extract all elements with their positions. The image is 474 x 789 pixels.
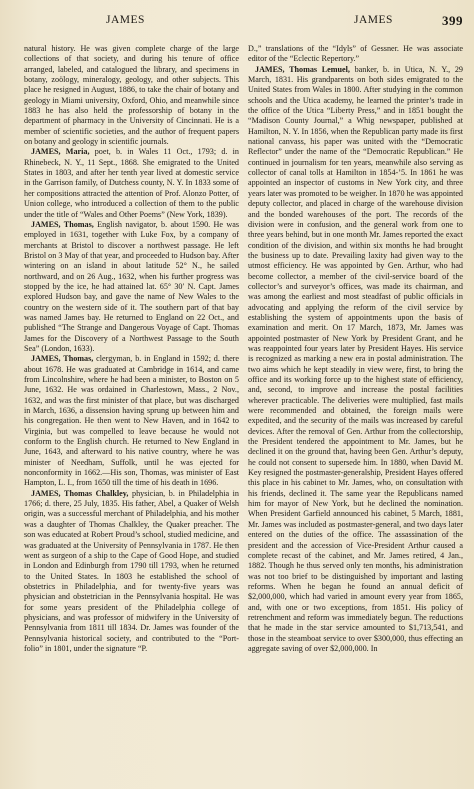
entry-thomas-chalkley-james	[24, 489, 239, 655]
running-head-right: JAMES	[354, 14, 393, 26]
right-column	[248, 44, 463, 654]
entry-name: JAMES, Thomas,	[31, 354, 94, 364]
entry-thomas-lemuel-james	[248, 65, 463, 655]
continued-paragraph	[248, 44, 463, 65]
entry-maria-james	[24, 147, 239, 219]
text-columns	[24, 44, 465, 654]
entry-name: JAMES, Thomas Lemuel,	[255, 64, 350, 74]
entry-name: JAMES, Thomas,	[31, 219, 94, 229]
left-column	[24, 44, 239, 654]
continued-paragraph	[24, 44, 239, 147]
paragraph-text: natural history. He was given complete charge of the large collections of that society, and during his tenure of office arranged, labeled, and catalogued the library, and specimens in botany, zoölogy, mineralogy, geology, and other subjects. This place he resigned in August, 1886, to take the chair of botany and geology in Miami university, Oxford, Ohio, and meanwhile since 1883 he has also held the professorship of botany in the department of pharmacy in the University of Cincinnati. He is a member of scientific societies, and the author of frequent papers on botany and geology in scientific journals.	[24, 44, 239, 147]
page-number: 399	[442, 13, 463, 28]
entry-text: physician, b. in Philadelphia in 1766; d. there, 25 July, 1835. His father, Abel, a Quaker of Welsh origin, was a successful merchant of Philadelphia, and his mother was a daughter of Thomas Chalkley, the Quaker preacher. The son was educated at Robert Proud’s school, studied medicine, and was graduated at the University of Pennsylvania in 1787. He then went as surgeon of a ship to the Cape of Good Hope, and studied in London and Edinburgh from 1790 till 1793, when he returned to the United States. In 1803 he established the school of obstetrics in Philadelphia, and for twenty-five years was physician and obstetrician in the Pennsylvania hospital. He was for some years president of the Philadelphia college of physicians, and was professor of midwifery in the University of Pennsylvania from 1811 till 1834. Dr. James was founder of the Pennsylvania historical society, and contributed to the “Port-folio” in 1801, under the signature “P.	[24, 488, 239, 653]
entry-thomas-james-clergyman	[24, 354, 239, 488]
entry-name: JAMES, Thomas Chalkley,	[31, 488, 129, 498]
entry-text: poet, b. in Wales 11 Oct., 1793; d. in Rhinebeck, N. Y., 11 Sept., 1868. She emigrated to the United States in 1803, and after her tenth year lived at domestic service in the Garrison family, of Dutchess county, N. Y. In 1833 some of her compositions attracted the attention of Prof. Alonzo Potter, of Union college, who introduced a collection of them to the public under the title of “Wales and Other Poems” (New York, 1839).	[24, 147, 239, 219]
entry-thomas-james-navigator	[24, 220, 239, 354]
entry-text: clergyman, b. in England in 1592; d. there about 1678. He was graduated at Cambridge in 1614, and came from Lincolnshire, where he had been a minister, to Boston on 5 June, 1632. He was ordained in Charlestown, Mass., 2 Nov., 1632, and was the first minister of that place, but was discharged in March, 1636, a dissension having sprung up between him and his congregation. He then went to New Haven, and in 1642 to Virginia, but was compelled to leave because he would not conform to the English church. He returned to New England in June, 1643, and afterward to his native country, where he was minister of Needham, Suffolk, until he was ejected for nonconformity in 1662.—His son, Thomas, was minister of East Hampton, L. I., from 1650 till the time of his death in 1696.	[24, 354, 239, 488]
entry-text: banker, b. in Utica, N. Y., 29 March, 1831. His grandparents on both sides emigrated to the United States from Wales in 1800. After studying in the common schools and the Utica academy, he learned the printer’s trade in the office of the Utica “Liberty Press,” and in 1851 bought the “Madison County Journal,” a Whig newspaper, published at Hamilton, N. Y. In 1856, when the Republican party made its first national canvass, his paper was united with the “Democratic Reflector” under the name of the “Democratic Republican.” He continued in journalism for ten years, meanwhile also serving as collector of canal tolls at Hamilton in 1854-’5. In 1861 he was appointed an inspector of customs in New York city, and three years later was promoted to be weigher. In 1870 he was appointed deputy collector, and placed in charge of the warehouse division and the bonded warehouses of the port. The records of the division were in confusion, and the general work from one to three years behind, but in one month Mr. James reported the exact condition of the division, and within six months he had brought the business up to date. Prevailing laxity had given way to the utmost efficiency. He was appointed by Gen. Arthur, who had become collector, a member of the civil-service board of the collector’s and surveyor’s offices, was made its chairman, and was among the earliest and most steadfast of public officials in advocating and applying the reform of the civil service by establishing the system of appointments upon the basis of examination and merit. On 17 March, 1873, Mr. James was appointed postmaster of New York by President Grant, and he was reappointed four years later by President Hayes. His service is recognized as marking a new era in postal administration. The two aims which he kept steadily in view were, first, to bring the office and its working force up to the highest state of efficiency, and, second, to improve and increase the postal facilities wherever practicable. The deliveries were multiplied, fast mails were recommended and obtained, the foreign mails were expedited, and the security of the mails was increased by careful devices. After the removal of Gen. Arthur from the collectorship, the President tendered the appointment to Mr. James, but he declined it on the ground that, having been Gen. Arthur’s deputy, he could not consent to supersede him. In 1880, when David M. Key resigned the postmaster-generalship, President Hayes offered this place in his cabinet to Mr. James, who, on consultation with his friends, declined it. The same year the Republicans named him for mayor of New York, but he declined the nomination. When President Garfield announced his cabinet, 5 March, 1881, Mr. James was included as postmaster-general, and two days later entered on the duties of the office. The assassination of the president and the accession of Vice-President Arthur caused a complete recast of the cabinet, and Mr. James retired, 4 Jan., 1882. Though he thus served only ten months, his administration was not too brief to be distinguished by important and lasting reforms. When he began he found an annual deficit of $2,000,000, which had varied in amount every year from 1865, and, with one or two exceptions, from 1851. His policy of retrenchment and reform was immediately begun. The reductions that he made in the star service amounted to $1,713,541, and those in the steamboat service to over $300,000, thus effecting an aggregate saving of over $2,000,000. In	[248, 64, 463, 653]
running-header	[24, 14, 465, 36]
paragraph-text: D.,” translations of the “Idyls” of Gessner. He was associate editor of the “Eclectic Repertory.”	[248, 44, 463, 64]
running-head-left: JAMES	[106, 14, 145, 26]
entry-name: JAMES, Maria,	[31, 147, 90, 157]
entry-text: English navigator, b. about 1590. He was employed in 1631, together with Luke Fox, by a company of merchants at Bristol to discover a northwest passage. He left Bristol on 3 May of that year, and proceeded to Hudson bay. After wintering on an island in about latitude 52° N., he sailed northward, and on 26 Aug., 1632, when his further progress was stopped by the ice, he had attained lat. 65° 30′ N. Capt. James explored Hudson bay, and gave the name of New Wales to the country on the western side of it. The southern part of that bay was named James bay. He returned to England on 22 Oct., and published “The Strange and Dangerous Voyage of Capt. Thomas James for the Discovery of a Northwest Passage to the South Sea” (London, 1633).	[24, 219, 239, 353]
